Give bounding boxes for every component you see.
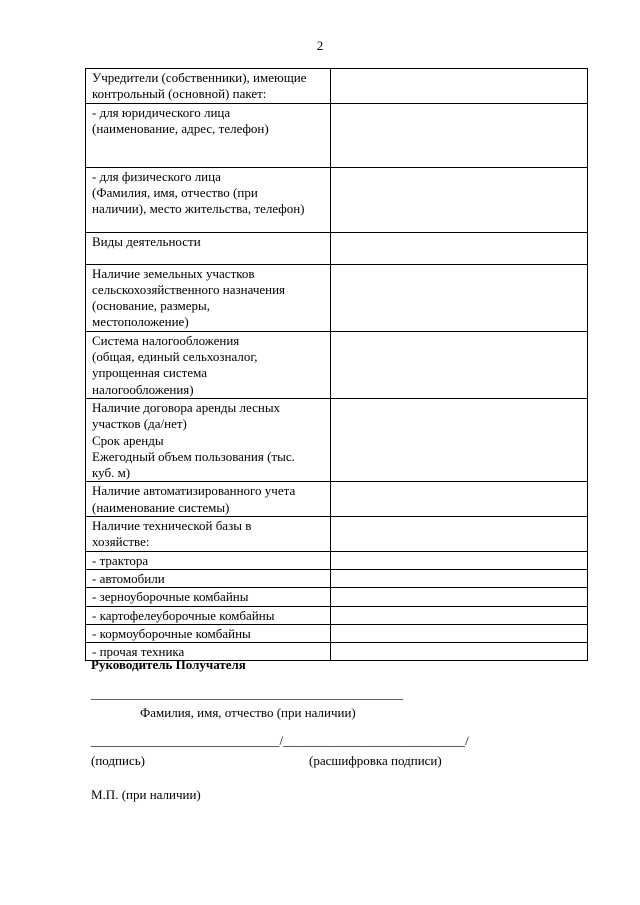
table-row — [86, 398, 588, 481]
signature-line[interactable]: _____________________________/____________________________/ — [91, 733, 469, 748]
row-value-founders[interactable] — [331, 69, 588, 104]
row-label-grain-harvesters: - зерноуборочные комбайны — [86, 588, 331, 606]
row-label-tax-system: Система налогообложения (общая, единый сельхозналог, упрощенная система налогообложения) — [86, 331, 331, 398]
row-value-potato-harvesters[interactable] — [331, 606, 588, 624]
row-label-individual: - для физического лица (Фамилия, имя, отчество (при наличии), место жительства, телефон) — [86, 167, 331, 232]
name-line[interactable]: ________________________________________________ — [91, 686, 403, 701]
row-value-legal-entity[interactable] — [331, 103, 588, 167]
row-value-accounting[interactable] — [331, 482, 588, 517]
table-row — [86, 551, 588, 569]
row-label-tech-base: Наличие технической базы в хозяйстве: — [86, 517, 331, 552]
row-value-forest-lease[interactable] — [331, 398, 588, 481]
table-row — [86, 232, 588, 264]
table-row — [86, 69, 588, 104]
row-value-tractors[interactable] — [331, 551, 588, 569]
table-row — [86, 264, 588, 331]
table-row — [86, 606, 588, 624]
signature-caption-left: (подпись) — [91, 753, 145, 768]
row-label-vehicles: - автомобили — [86, 569, 331, 587]
applicant-info-table — [85, 68, 588, 661]
table-row — [86, 103, 588, 167]
row-label-tractors: - трактора — [86, 551, 331, 569]
name-caption: Фамилия, имя, отчество (при наличии) — [140, 705, 356, 720]
table-row — [86, 482, 588, 517]
row-label-forage-harvesters: - кормоуборочные комбайны — [86, 624, 331, 642]
table-row — [86, 624, 588, 642]
row-value-tech-base[interactable] — [331, 517, 588, 552]
table-row — [86, 588, 588, 606]
table-row — [86, 569, 588, 587]
row-label-legal-entity: - для юридического лица (наименование, адрес, телефон) — [86, 103, 331, 167]
row-value-other-equipment[interactable] — [331, 643, 588, 661]
row-label-land: Наличие земельных участков сельскохозяйственного назначения (основание, размеры, местоположение) — [86, 264, 331, 331]
stamp-label: М.П. (при наличии) — [91, 787, 201, 802]
row-value-forage-harvesters[interactable] — [331, 624, 588, 642]
row-value-grain-harvesters[interactable] — [331, 588, 588, 606]
row-label-founders: Учредители (собственники), имеющие контрольный (основной) пакет: — [86, 69, 331, 104]
row-label-other-equipment: - прочая техника — [86, 643, 331, 661]
row-value-tax-system[interactable] — [331, 331, 588, 398]
row-label-accounting: Наличие автоматизированного учета (наименование системы) — [86, 482, 331, 517]
table-row — [86, 167, 588, 232]
signature-caption-right: (расшифровка подписи) — [309, 753, 442, 768]
row-value-vehicles[interactable] — [331, 569, 588, 587]
page-number: 2 — [316, 38, 324, 53]
table-row — [86, 331, 588, 398]
row-value-individual[interactable] — [331, 167, 588, 232]
row-value-activities[interactable] — [331, 232, 588, 264]
table-row — [86, 517, 588, 552]
row-label-activities: Виды деятельности — [86, 232, 331, 264]
row-value-land[interactable] — [331, 264, 588, 331]
signature-heading: Руководитель Получателя — [91, 657, 246, 672]
row-label-potato-harvesters: - картофелеуборочные комбайны — [86, 606, 331, 624]
row-label-forest-lease: Наличие договора аренды лесных участков (да/нет) Срок аренды Ежегодный объем пользования (тыс. куб. м) — [86, 398, 331, 481]
